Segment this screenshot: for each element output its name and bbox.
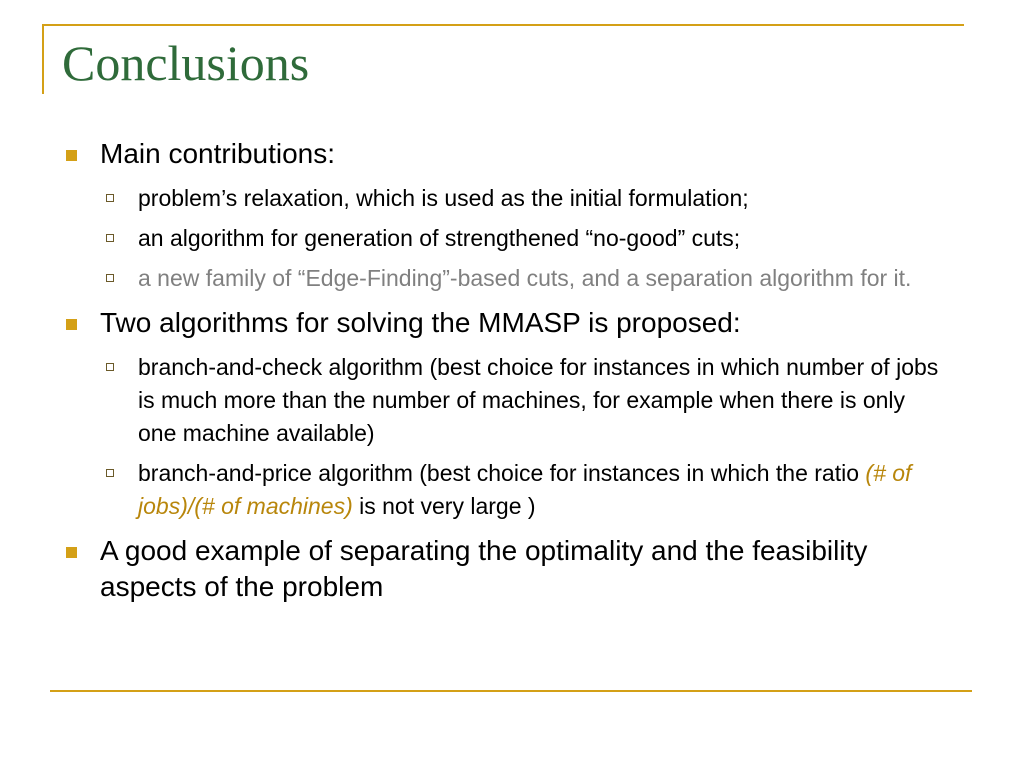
square-bullet-icon xyxy=(66,547,77,558)
hollow-square-bullet-icon xyxy=(106,274,114,282)
sub-list-contributions xyxy=(100,182,946,295)
sub-bullet-text: branch-and-check algorithm (best choice for instances in which number of jobs is much more than the number of machines, for example when there is only one machine available) xyxy=(138,354,939,446)
bullet-text: Main contributions: xyxy=(100,138,336,169)
frame-top-line xyxy=(42,24,964,26)
sub-bullet-text: a new family of “Edge-Finding”-based cuts, and a separation algorithm for it. xyxy=(138,265,912,291)
hollow-square-bullet-icon xyxy=(106,363,114,371)
ratio-highlight: (# of jobs)/(# of machines) xyxy=(138,460,912,519)
sub-bullet-text-after: is not very large ) xyxy=(352,493,536,519)
slide-content xyxy=(66,136,946,615)
bullet-good-example xyxy=(66,533,946,605)
sub-bullet-text-before: branch-and-price algorithm (best choice for instances in which the ratio xyxy=(138,460,866,486)
sub-bullet xyxy=(100,222,946,255)
frame-bottom-line xyxy=(50,690,972,692)
hollow-square-bullet-icon xyxy=(106,469,114,477)
slide-title: Conclusions xyxy=(62,35,310,91)
sub-bullet xyxy=(100,351,946,450)
sub-bullet xyxy=(100,457,946,523)
sub-bullet-text: problem’s relaxation, which is used as the initial formulation; xyxy=(138,185,749,211)
sub-bullet xyxy=(100,182,946,215)
square-bullet-icon xyxy=(66,319,77,330)
bullet-main-contributions xyxy=(66,136,946,172)
bullet-two-algorithms xyxy=(66,305,946,341)
sub-bullet-muted xyxy=(100,262,946,295)
hollow-square-bullet-icon xyxy=(106,194,114,202)
sub-bullet-text: an algorithm for generation of strengthened “no-good” cuts; xyxy=(138,225,741,251)
frame-left-line xyxy=(42,24,44,94)
sub-list-algorithms xyxy=(100,351,946,523)
bullet-text: A good example of separating the optimality and the feasibility aspects of the problem xyxy=(100,535,868,602)
square-bullet-icon xyxy=(66,150,77,161)
hollow-square-bullet-icon xyxy=(106,234,114,242)
bullet-text: Two algorithms for solving the MMASP is proposed: xyxy=(100,307,741,338)
